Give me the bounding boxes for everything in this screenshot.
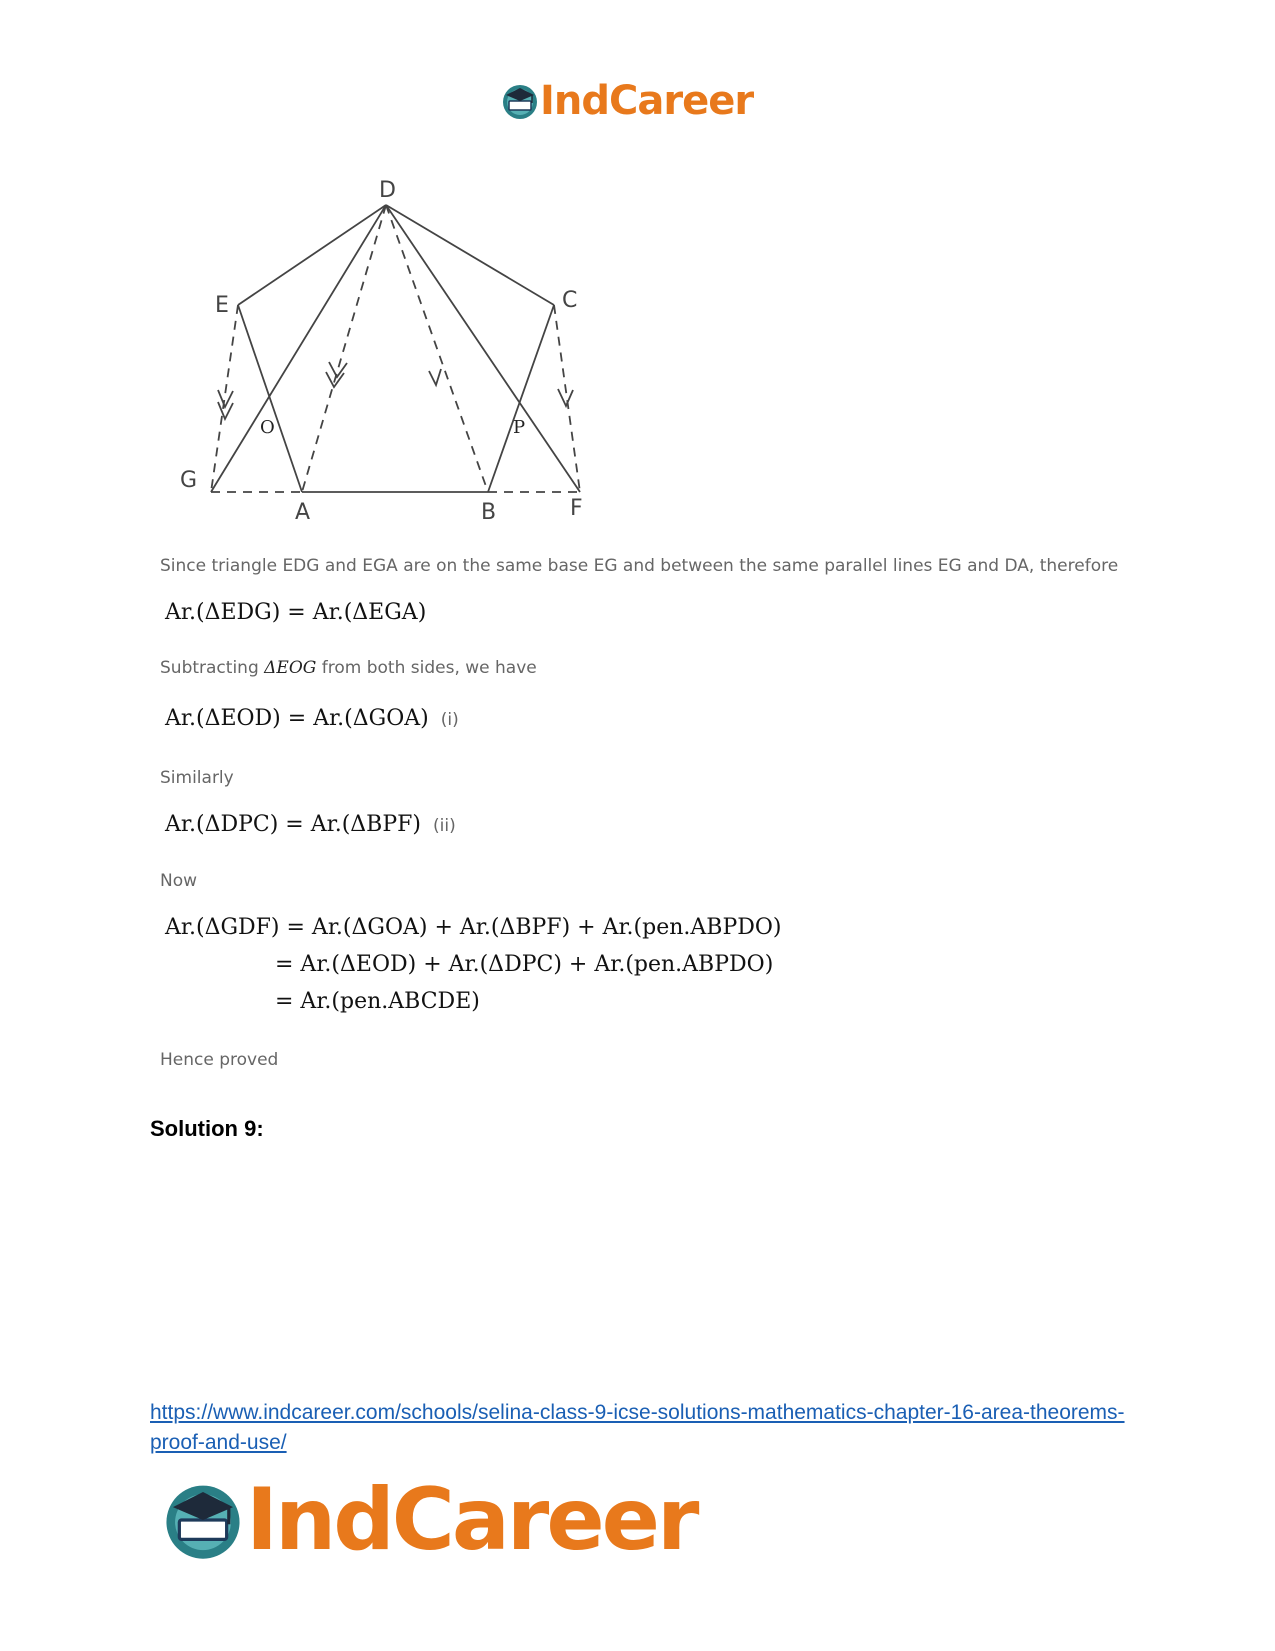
- conclusion-text: Hence proved: [160, 1050, 279, 1070]
- subtract-suffix: from both sides, we have: [321, 658, 537, 678]
- graduation-cap-book-icon: [160, 1477, 246, 1563]
- logo-wordmark: IndCareer: [246, 1470, 697, 1570]
- label-c: C: [562, 288, 578, 313]
- intro-text: Since triangle EDG and EGA are on the same base EG and between the same parallel lines EG and DA, therefore: [160, 556, 1119, 576]
- label-o: O: [260, 417, 275, 438]
- equation-3: Ar.(ΔDPC) = Ar.(ΔBPF): [165, 812, 421, 837]
- graduation-cap-book-icon: [500, 81, 540, 121]
- geometry-figure: [170, 175, 610, 520]
- label-f: F: [570, 496, 583, 520]
- equation-2-line: [165, 706, 459, 731]
- dashed-cf: [554, 305, 580, 492]
- label-d: D: [379, 178, 396, 203]
- equation-4-line-3: = Ar.(pen.ABCDE): [275, 989, 480, 1014]
- subtract-math: ΔEOG: [264, 658, 317, 678]
- edge-df: [386, 205, 580, 492]
- edge-cb: [488, 305, 554, 492]
- label-b: B: [481, 500, 497, 520]
- edge-de: [238, 205, 386, 305]
- solution-heading: Solution 9:: [150, 1116, 264, 1141]
- edge-dc: [386, 205, 554, 305]
- edge-dg: [211, 205, 386, 492]
- label-p: P: [513, 417, 526, 438]
- equation-1: Ar.(ΔEDG) = Ar.(ΔEGA): [165, 600, 427, 625]
- equation-3-line: [165, 812, 456, 837]
- equation-2-tag: (i): [440, 710, 459, 730]
- equation-2: Ar.(ΔEOD) = Ar.(ΔGOA): [165, 706, 429, 731]
- subtract-line: [160, 658, 537, 678]
- dashed-da: [302, 205, 386, 492]
- arrow-db: [429, 369, 441, 385]
- subtract-prefix: Subtracting: [160, 658, 259, 678]
- dashed-db: [386, 205, 488, 492]
- header-logo: [500, 78, 753, 124]
- label-e: E: [215, 293, 229, 318]
- equation-4-line-2: = Ar.(ΔEOD) + Ar.(ΔDPC) + Ar.(pen.ABPDO): [275, 952, 774, 977]
- source-link[interactable]: https://www.indcareer.com/schools/selina-class-9-icse-solutions-mathematics-chapter-16-area-theorems-proof-and-use/: [150, 1401, 1125, 1454]
- edge-ea: [238, 305, 302, 492]
- equation-4-line-1: Ar.(ΔGDF) = Ar.(ΔGOA) + Ar.(ΔBPF) + Ar.(pen.ABPDO): [165, 915, 782, 940]
- similarly-text: Similarly: [160, 768, 234, 788]
- footer-logo: [160, 1470, 696, 1570]
- dashed-eg: [211, 305, 238, 492]
- logo-wordmark: IndCareer: [540, 78, 754, 124]
- label-g: G: [180, 468, 198, 493]
- label-a: A: [295, 500, 311, 520]
- equation-3-tag: (ii): [433, 816, 456, 836]
- now-text: Now: [160, 871, 198, 891]
